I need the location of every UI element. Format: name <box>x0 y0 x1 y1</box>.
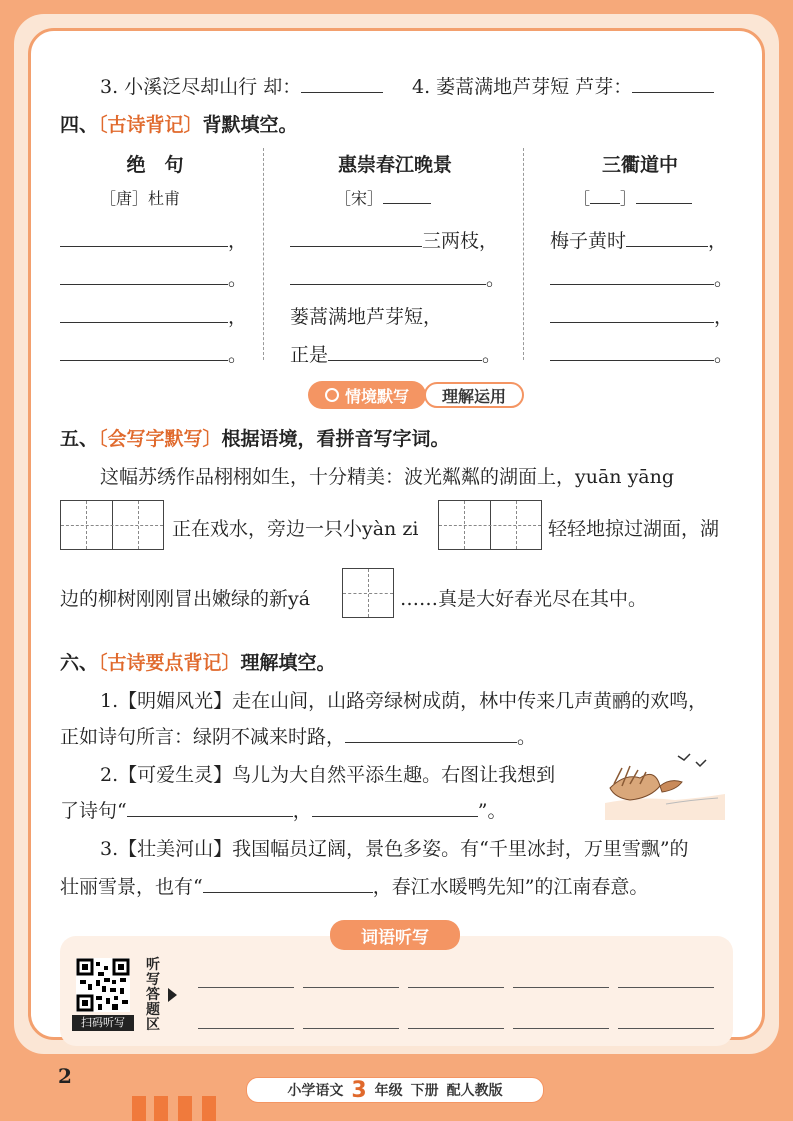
column-divider <box>263 148 264 360</box>
poem-2-line-1: 三两枝， <box>290 226 498 253</box>
answer-blank[interactable] <box>60 265 228 285</box>
answer-blank[interactable] <box>203 873 373 893</box>
q1-line-1: 1.【明媚风光】走在山间，山路旁绿树成荫，林中传来几声黄鹂的欢鸣， <box>100 690 708 712</box>
poem-1-author: ［唐］杜甫 <box>100 189 181 208</box>
poem-2-line-4: 正是 。 <box>290 340 501 367</box>
section-5-line-2b: 轻轻地掠过湖面，湖 <box>548 518 720 540</box>
footer-decoration <box>132 1096 220 1121</box>
answer-blank[interactable] <box>328 341 482 361</box>
poem-3-line-1: 梅子黄时 ， <box>550 226 727 253</box>
poem-3-line-4: 。 <box>550 340 733 367</box>
q1-line-2: 正如诗句所言：绿阴不减来时路， 。 <box>60 722 536 749</box>
poem-3-author: ［ ］ <box>574 186 692 209</box>
qr-label: 扫码听写 <box>72 1015 134 1031</box>
dictation-line[interactable] <box>513 987 609 988</box>
poem-2-title: 惠崇春江晚景 <box>337 154 452 176</box>
column-divider <box>523 148 524 360</box>
q3-line-2: 壮丽雪景，也有“ ，春江水暖鸭先知”的江南春意。 <box>60 872 648 899</box>
page-number: 2 <box>58 1064 72 1088</box>
arrow-right-icon <box>168 988 177 1002</box>
answer-blank[interactable] <box>345 723 517 743</box>
poem-1-line-2: 。 <box>60 264 247 291</box>
poem-1-line-3: ， <box>60 302 247 329</box>
answer-blank[interactable] <box>312 797 478 817</box>
dictation-line[interactable] <box>408 1028 504 1029</box>
dictation-line[interactable] <box>618 987 714 988</box>
q2-line-2: 了诗句“ ， ”。 <box>60 796 506 823</box>
footer-subject: 小学语文 <box>287 1083 344 1099</box>
pinyin-writing-box[interactable] <box>60 500 164 550</box>
dictation-line[interactable] <box>198 987 294 988</box>
answer-blank[interactable] <box>290 227 422 247</box>
dictation-line[interactable] <box>513 1028 609 1029</box>
answer-blank[interactable] <box>60 227 228 247</box>
dictation-line[interactable] <box>408 987 504 988</box>
dictation-side-label: 听写答题区 <box>146 957 160 1033</box>
answer-blank[interactable] <box>636 187 692 204</box>
poem-3-line-2: 。 <box>550 264 733 291</box>
banner-understand-apply: 理解运用 <box>424 382 524 408</box>
answer-blank[interactable] <box>301 73 383 93</box>
section-6-heading: 六、〔古诗要点背记〕理解填空。 <box>60 652 336 674</box>
answer-blank[interactable] <box>550 265 714 285</box>
footer-term: 下册 <box>410 1083 439 1099</box>
dictation-banner: 词语听写 <box>330 920 460 950</box>
answer-blank[interactable] <box>60 341 228 361</box>
answer-blank[interactable] <box>626 227 708 247</box>
answer-blank[interactable] <box>550 303 714 323</box>
q3-line-1: 3.【壮美河山】我国幅员辽阔，景色多姿。有“千里冰封，万里雪飘”的 <box>100 838 689 860</box>
footer-grade-number: 3 <box>351 1077 367 1103</box>
item-3: 3. 小溪泛尽却山行 却： <box>100 72 383 99</box>
poem-2-line-2: 。 <box>290 264 505 291</box>
bird-illustration <box>600 748 728 820</box>
poem-1-title: 绝 句 <box>126 154 184 176</box>
poem-2-line-3: 蒌蒿满地芦芽短， <box>290 306 443 328</box>
item-4: 4. 萎蒿满地芦芽短 芦芽： <box>412 72 714 99</box>
section-5-line-2a: 正在戏水，旁边一只小yàn zi <box>172 518 419 540</box>
dictation-line[interactable] <box>303 1028 399 1029</box>
qr-code-icon[interactable] <box>76 958 130 1012</box>
pinyin-writing-box[interactable] <box>342 568 394 618</box>
poem-1-line-4: 。 <box>60 340 247 367</box>
section-5-line-3b: ……真是大好春光尽在其中。 <box>400 588 648 610</box>
section-4-heading: 四、〔古诗背记〕背默填空。 <box>60 114 298 136</box>
answer-blank[interactable] <box>383 187 431 204</box>
section-5-line-3a: 边的柳树刚刚冒出嫩绿的新yá <box>60 588 311 610</box>
q2-line-1: 2.【可爱生灵】鸟儿为大自然平添生趣。右图让我想到 <box>100 764 556 786</box>
clock-icon <box>325 388 339 402</box>
answer-blank[interactable] <box>550 341 714 361</box>
dictation-line[interactable] <box>303 987 399 988</box>
footer-grade: 年级 <box>374 1083 403 1099</box>
pinyin-writing-box[interactable] <box>438 500 542 550</box>
footer-book-info <box>246 1077 544 1103</box>
poem-2-author: ［宋］ <box>335 186 431 209</box>
answer-blank[interactable] <box>590 187 620 204</box>
poem-1-line-1: ， <box>60 226 247 253</box>
section-5-line-1: 这幅苏绣作品栩栩如生，十分精美：波光粼粼的湖面上，yuān yāng <box>100 466 675 488</box>
section-5-heading: 五、〔会写字默写〕根据语境，看拼音写字词。 <box>60 428 450 450</box>
footer-edition: 配人教版 <box>446 1083 503 1099</box>
dictation-line[interactable] <box>198 1028 294 1029</box>
poem-3-title: 三衢道中 <box>601 154 678 176</box>
banner-situational-dictation: 情境默写 <box>308 381 426 409</box>
answer-blank[interactable] <box>60 303 228 323</box>
answer-blank[interactable] <box>290 265 486 285</box>
poem-3-line-3: ， <box>550 302 733 329</box>
answer-blank[interactable] <box>127 797 293 817</box>
answer-blank[interactable] <box>632 73 714 93</box>
dictation-line[interactable] <box>618 1028 714 1029</box>
